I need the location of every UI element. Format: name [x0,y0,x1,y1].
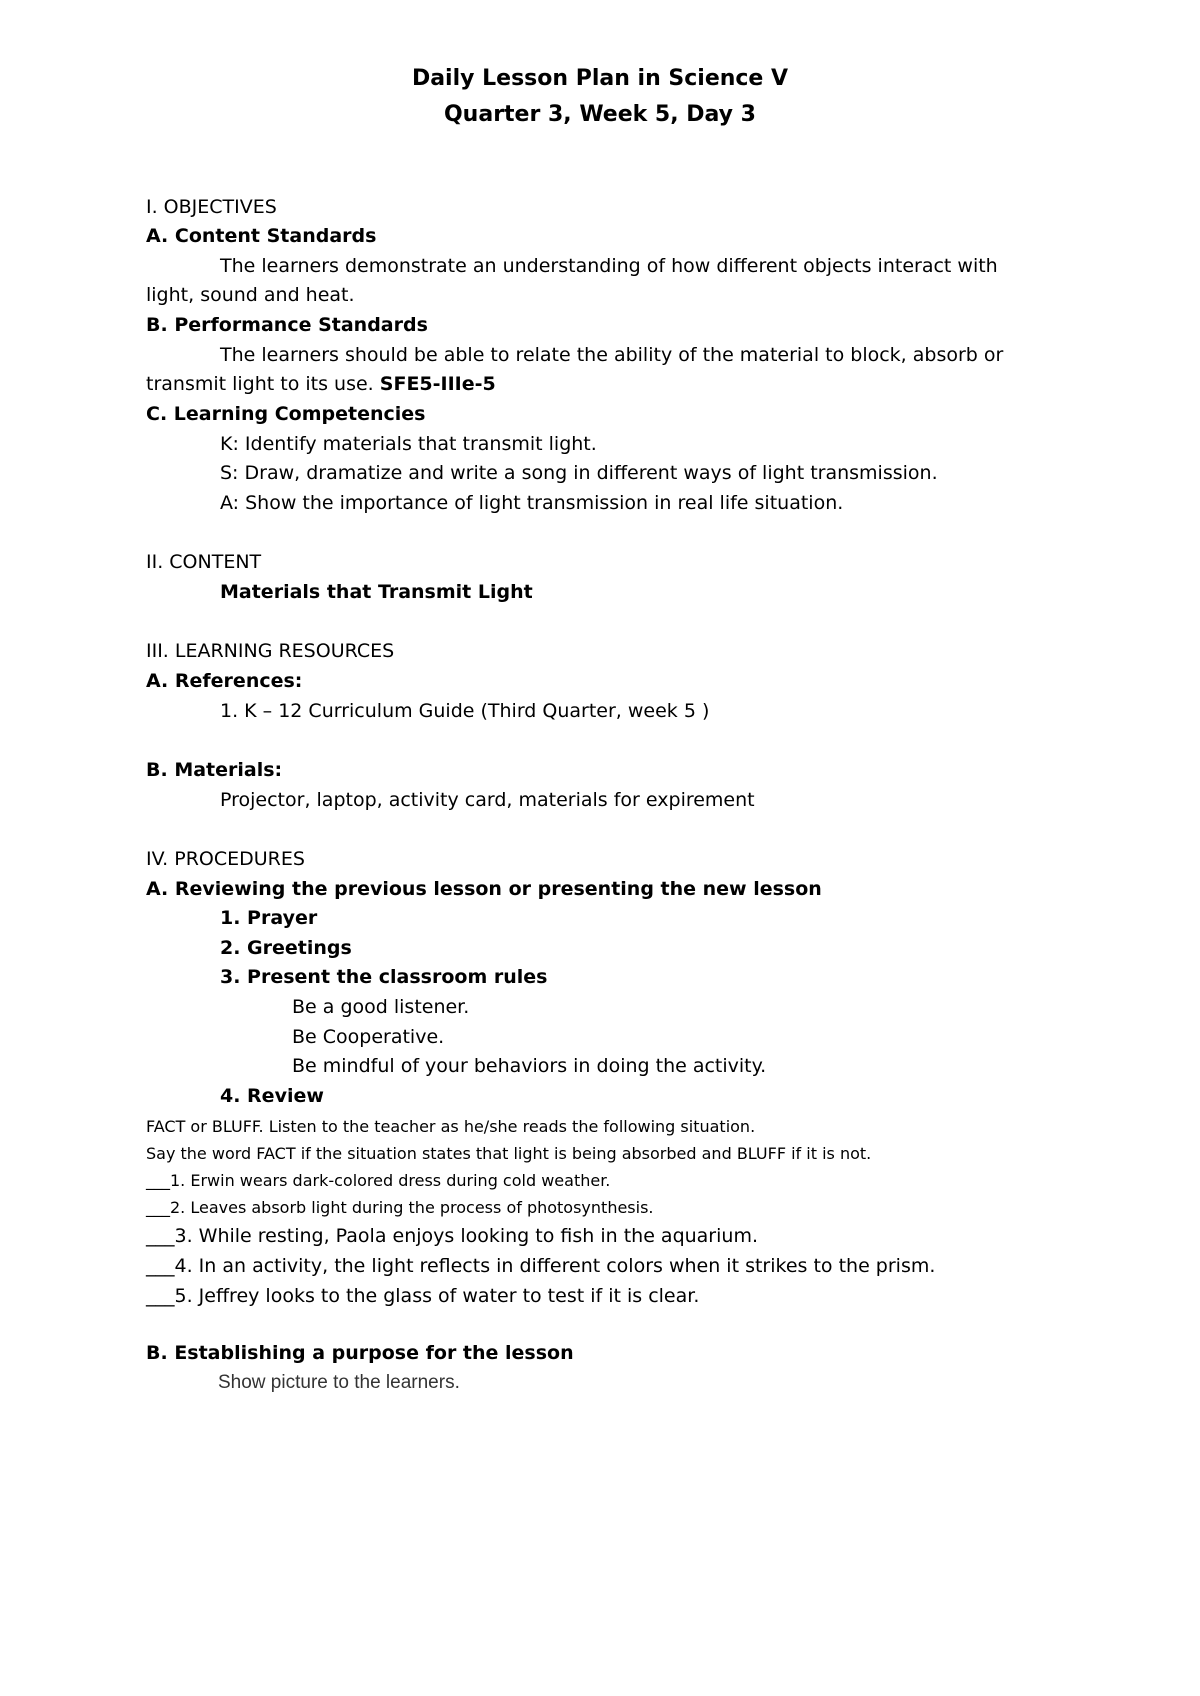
review-item: ___4. In an activity, the light reflects in different colors when it strikes to the prism. [146,1255,936,1277]
performance-standards-text-2-body: transmit light to its use. [146,373,374,395]
references-heading: A. References: [146,670,303,692]
review-item: ___2. Leaves absorb light during the process of photosynthesis. [146,1198,654,1217]
step-prayer: 1. Prayer [220,907,318,929]
learning-competencies-heading: C. Learning Competencies [146,403,426,425]
performance-standards-text-1: The learners should be able to relate the ability of the material to block, absorb or [220,344,1004,366]
content-topic: Materials that Transmit Light [220,581,533,603]
review-item: ___1. Erwin wears dark-colored dress during cold weather. [146,1171,611,1190]
step-review: 4. Review [220,1085,324,1107]
rule-item: Be a good listener. [292,996,470,1018]
content-standards-text-1: The learners demonstrate an understanding of how different objects interact with [220,255,998,277]
content-standards-heading: A. Content Standards [146,225,377,247]
document-title: Daily Lesson Plan in Science V [411,66,789,91]
rule-item: Be mindful of your behaviors in doing the activity. [292,1055,767,1077]
competency-attitude: A: Show the importance of light transmission in real life situation. [220,492,844,514]
objectives-heading: I. OBJECTIVES [146,196,277,218]
reference-item: 1. K – 12 Curriculum Guide (Third Quarter, week 5 ) [220,700,710,722]
performance-standards-heading: B. Performance Standards [146,314,428,336]
review-intro-2: Say the word FACT if the situation states that light is being absorbed and BLUFF if it is not. [146,1144,872,1163]
competency-code: SFE5-IIIe-5 [379,373,496,395]
performance-standards-text-2 [146,370,1080,398]
step-classroom-rules: 3. Present the classroom rules [220,966,548,988]
document-subtitle: Quarter 3, Week 5, Day 3 [443,102,756,127]
procedure-a-heading: A. Reviewing the previous lesson or presenting the new lesson [146,878,822,900]
review-item: ___5. Jeffrey looks to the glass of water to test if it is clear. [146,1285,700,1307]
step-greetings: 2. Greetings [220,937,352,959]
resources-heading: III. LEARNING RESOURCES [146,640,395,662]
content-standards-text-2: light, sound and heat. [146,284,355,306]
review-intro-1: FACT or BLUFF. Listen to the teacher as he/she reads the following situation. [146,1117,756,1136]
procedure-b-text: Show picture to the learners. [218,1372,460,1393]
competency-knowledge: K: Identify materials that transmit light. [220,433,597,455]
procedure-b-heading: B. Establishing a purpose for the lesson [146,1342,574,1364]
review-item: ___3. While resting, Paola enjoys looking to fish in the aquarium. [146,1225,758,1247]
procedures-heading: IV. PROCEDURES [146,848,305,870]
competency-skill: S: Draw, dramatize and write a song in different ways of light transmission. [220,462,938,484]
rule-item: Be Cooperative. [292,1026,445,1048]
content-heading: II. CONTENT [146,551,262,573]
materials-heading: B. Materials: [146,759,283,781]
materials-text: Projector, laptop, activity card, materials for expirement [220,789,755,811]
